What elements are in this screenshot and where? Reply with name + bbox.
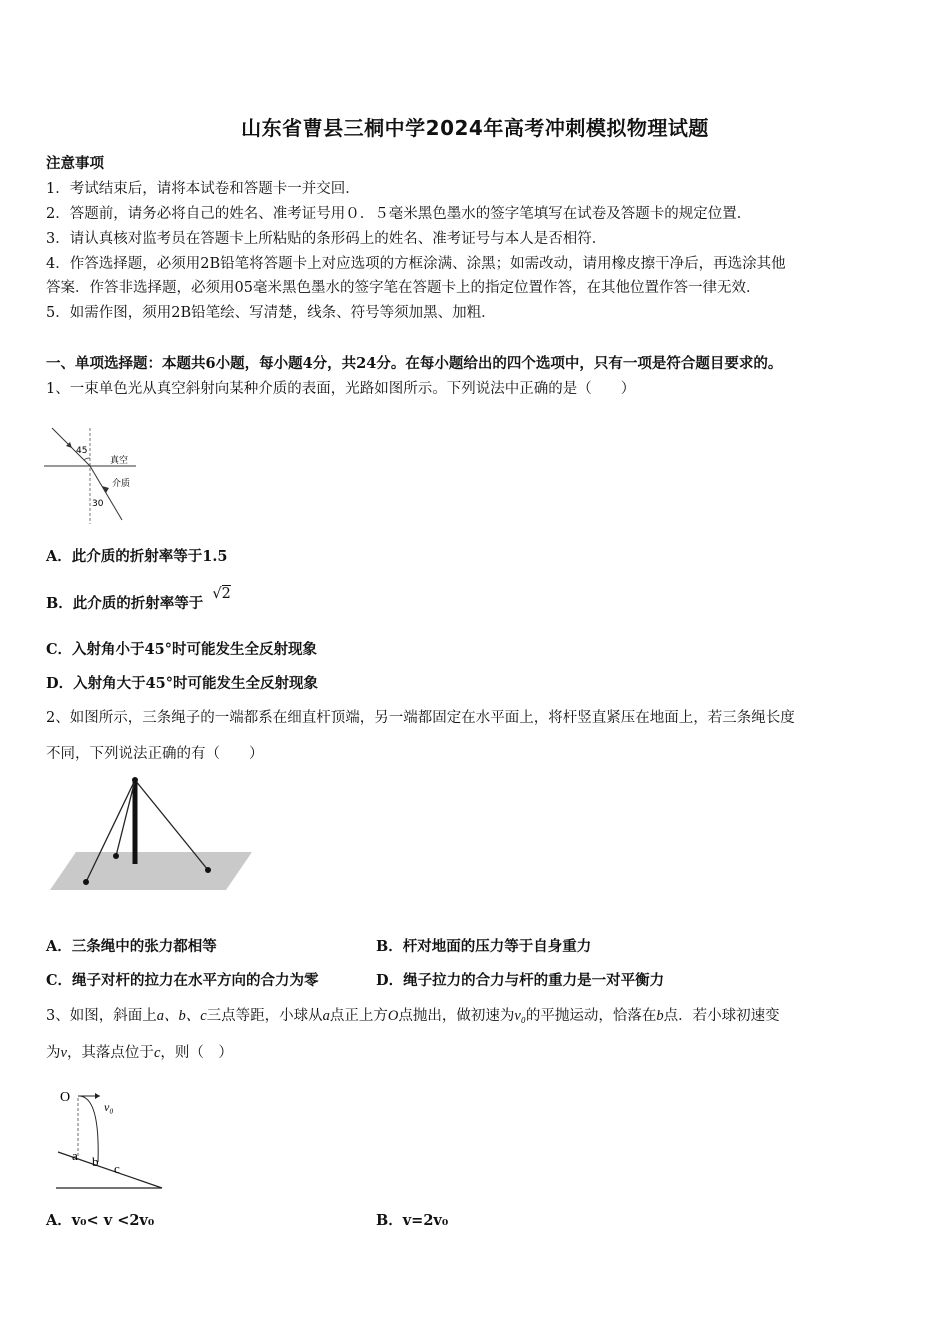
q3-var-b: b: [656, 1008, 664, 1024]
q3-label-v0: v₀: [104, 1100, 114, 1114]
q2-option-c: C．绳子对杆的拉力在水平方向的合力为零: [46, 972, 319, 989]
q3-text: 3、如图，斜面上: [46, 1008, 157, 1024]
question-2-stem-line2: 不同，下列说法正确的有（ ）: [46, 746, 264, 762]
q1-option-b-text: B．此介质的折射率等于: [46, 595, 204, 612]
question-3-stem-line1: [46, 1004, 780, 1025]
question-3-stem-line2: [46, 1041, 233, 1062]
q3-var-v: v: [60, 1045, 67, 1061]
question-1-stem: 1、一束单色光从真空斜射向某种介质的表面，光路如图所示。下列说法中正确的是（ ）: [46, 381, 636, 397]
q1-option-d: D．入射角大于45°时可能发生全反射现象: [46, 675, 319, 692]
q3-option-b: B．v=2v₀: [376, 1212, 449, 1229]
notice-heading: 注意事项: [46, 155, 104, 172]
page-title: 山东省曹县三桐中学2024年高考冲刺模拟物理试题: [241, 116, 709, 140]
question-2-stem-line1: 2、如图所示，三条绳子的一端都系在细直杆顶端，另一端都固定在水平面上，将杆竖直紧压在地面上，若三条绳长度: [46, 710, 795, 726]
notice-item: 答案．作答非选择题，必须用05毫米黑色墨水的签字笔在答题卡上的指定位置作答，在其他位置作答一律无效．: [46, 280, 761, 296]
q3-label-o: O: [60, 1090, 71, 1105]
q3-text: 点抛出，做初速为: [398, 1008, 515, 1024]
q2-option-b: B．杆对地面的压力等于自身重力: [376, 938, 592, 955]
q1-angle-45: 45: [76, 446, 88, 456]
q3-text: ，则（ ）: [160, 1045, 233, 1061]
q3-label-b: b: [92, 1154, 99, 1169]
section-heading: 一、单项选择题：本题共6小题，每小题4分，共24分。在每小题给出的四个选项中，只有一项是符合题目要求的。: [46, 355, 783, 372]
sqrt-symbol: √2: [212, 586, 231, 602]
q1-refraction-figure: [44, 420, 144, 530]
q1-option-b: [46, 586, 231, 613]
q3-var-c: c: [153, 1045, 161, 1061]
notice-item: 3．请认真核对监考员在答题卡上所粘贴的条形码上的姓名、准考证号与本人是否相符．: [46, 231, 607, 247]
q1-angle-30: 30: [92, 499, 104, 509]
notice-item: 4．作答选择题，必须用2B铅笔将答题卡上对应选项的方框涂满、涂黑；如需改动，请用橡皮擦干净后，再选涂其他: [46, 256, 786, 272]
q3-projectile-figure: [52, 1084, 172, 1194]
q3-text: 点．若小球初速变: [663, 1008, 780, 1024]
q1-option-c: C．入射角小于45°时可能发生全反射现象: [46, 641, 317, 658]
q3-var-v0: v₀: [514, 1008, 526, 1024]
q1-option-a: A．此介质的折射率等于1.5: [46, 548, 228, 565]
notice-item: 5．如需作图，须用2B铅笔绘、写清楚，线条、符号等须加黑、加粗．: [46, 305, 496, 321]
q3-text: 点正上方: [329, 1008, 388, 1024]
q3-text: ，其落点位于: [66, 1045, 154, 1061]
q3-label-c: c: [114, 1161, 120, 1176]
q3-var-abc: a、b、c: [156, 1008, 207, 1024]
q3-text: 三点等距，小球从: [206, 1008, 323, 1024]
q2-option-d: D．绳子拉力的合力与杆的重力是一对平衡力: [376, 972, 665, 989]
q3-text: 的平抛运动，恰落在: [525, 1008, 657, 1024]
notice-item: 1．考试结束后，请将本试卷和答题卡一并交回．: [46, 181, 360, 197]
q3-text: 为: [46, 1045, 61, 1061]
notice-item: 2．答题前，请务必将自己的姓名、准考证号用０．５毫米黑色墨水的签字笔填写在试卷及答题卡的规定位置．: [46, 206, 752, 222]
q3-var-a: a: [322, 1008, 330, 1024]
q2-pole-figure: [46, 772, 256, 894]
q1-label-vacuum: 真空: [110, 456, 129, 466]
q2-option-a: A．三条绳中的张力都相等: [46, 938, 217, 955]
sqrt-value: 2: [221, 586, 231, 602]
q3-var-o: O: [387, 1008, 399, 1024]
q3-option-a: A．v₀< v <2v₀: [46, 1212, 155, 1229]
q3-label-a: a: [72, 1148, 78, 1163]
q1-label-medium: 介质: [112, 479, 131, 489]
